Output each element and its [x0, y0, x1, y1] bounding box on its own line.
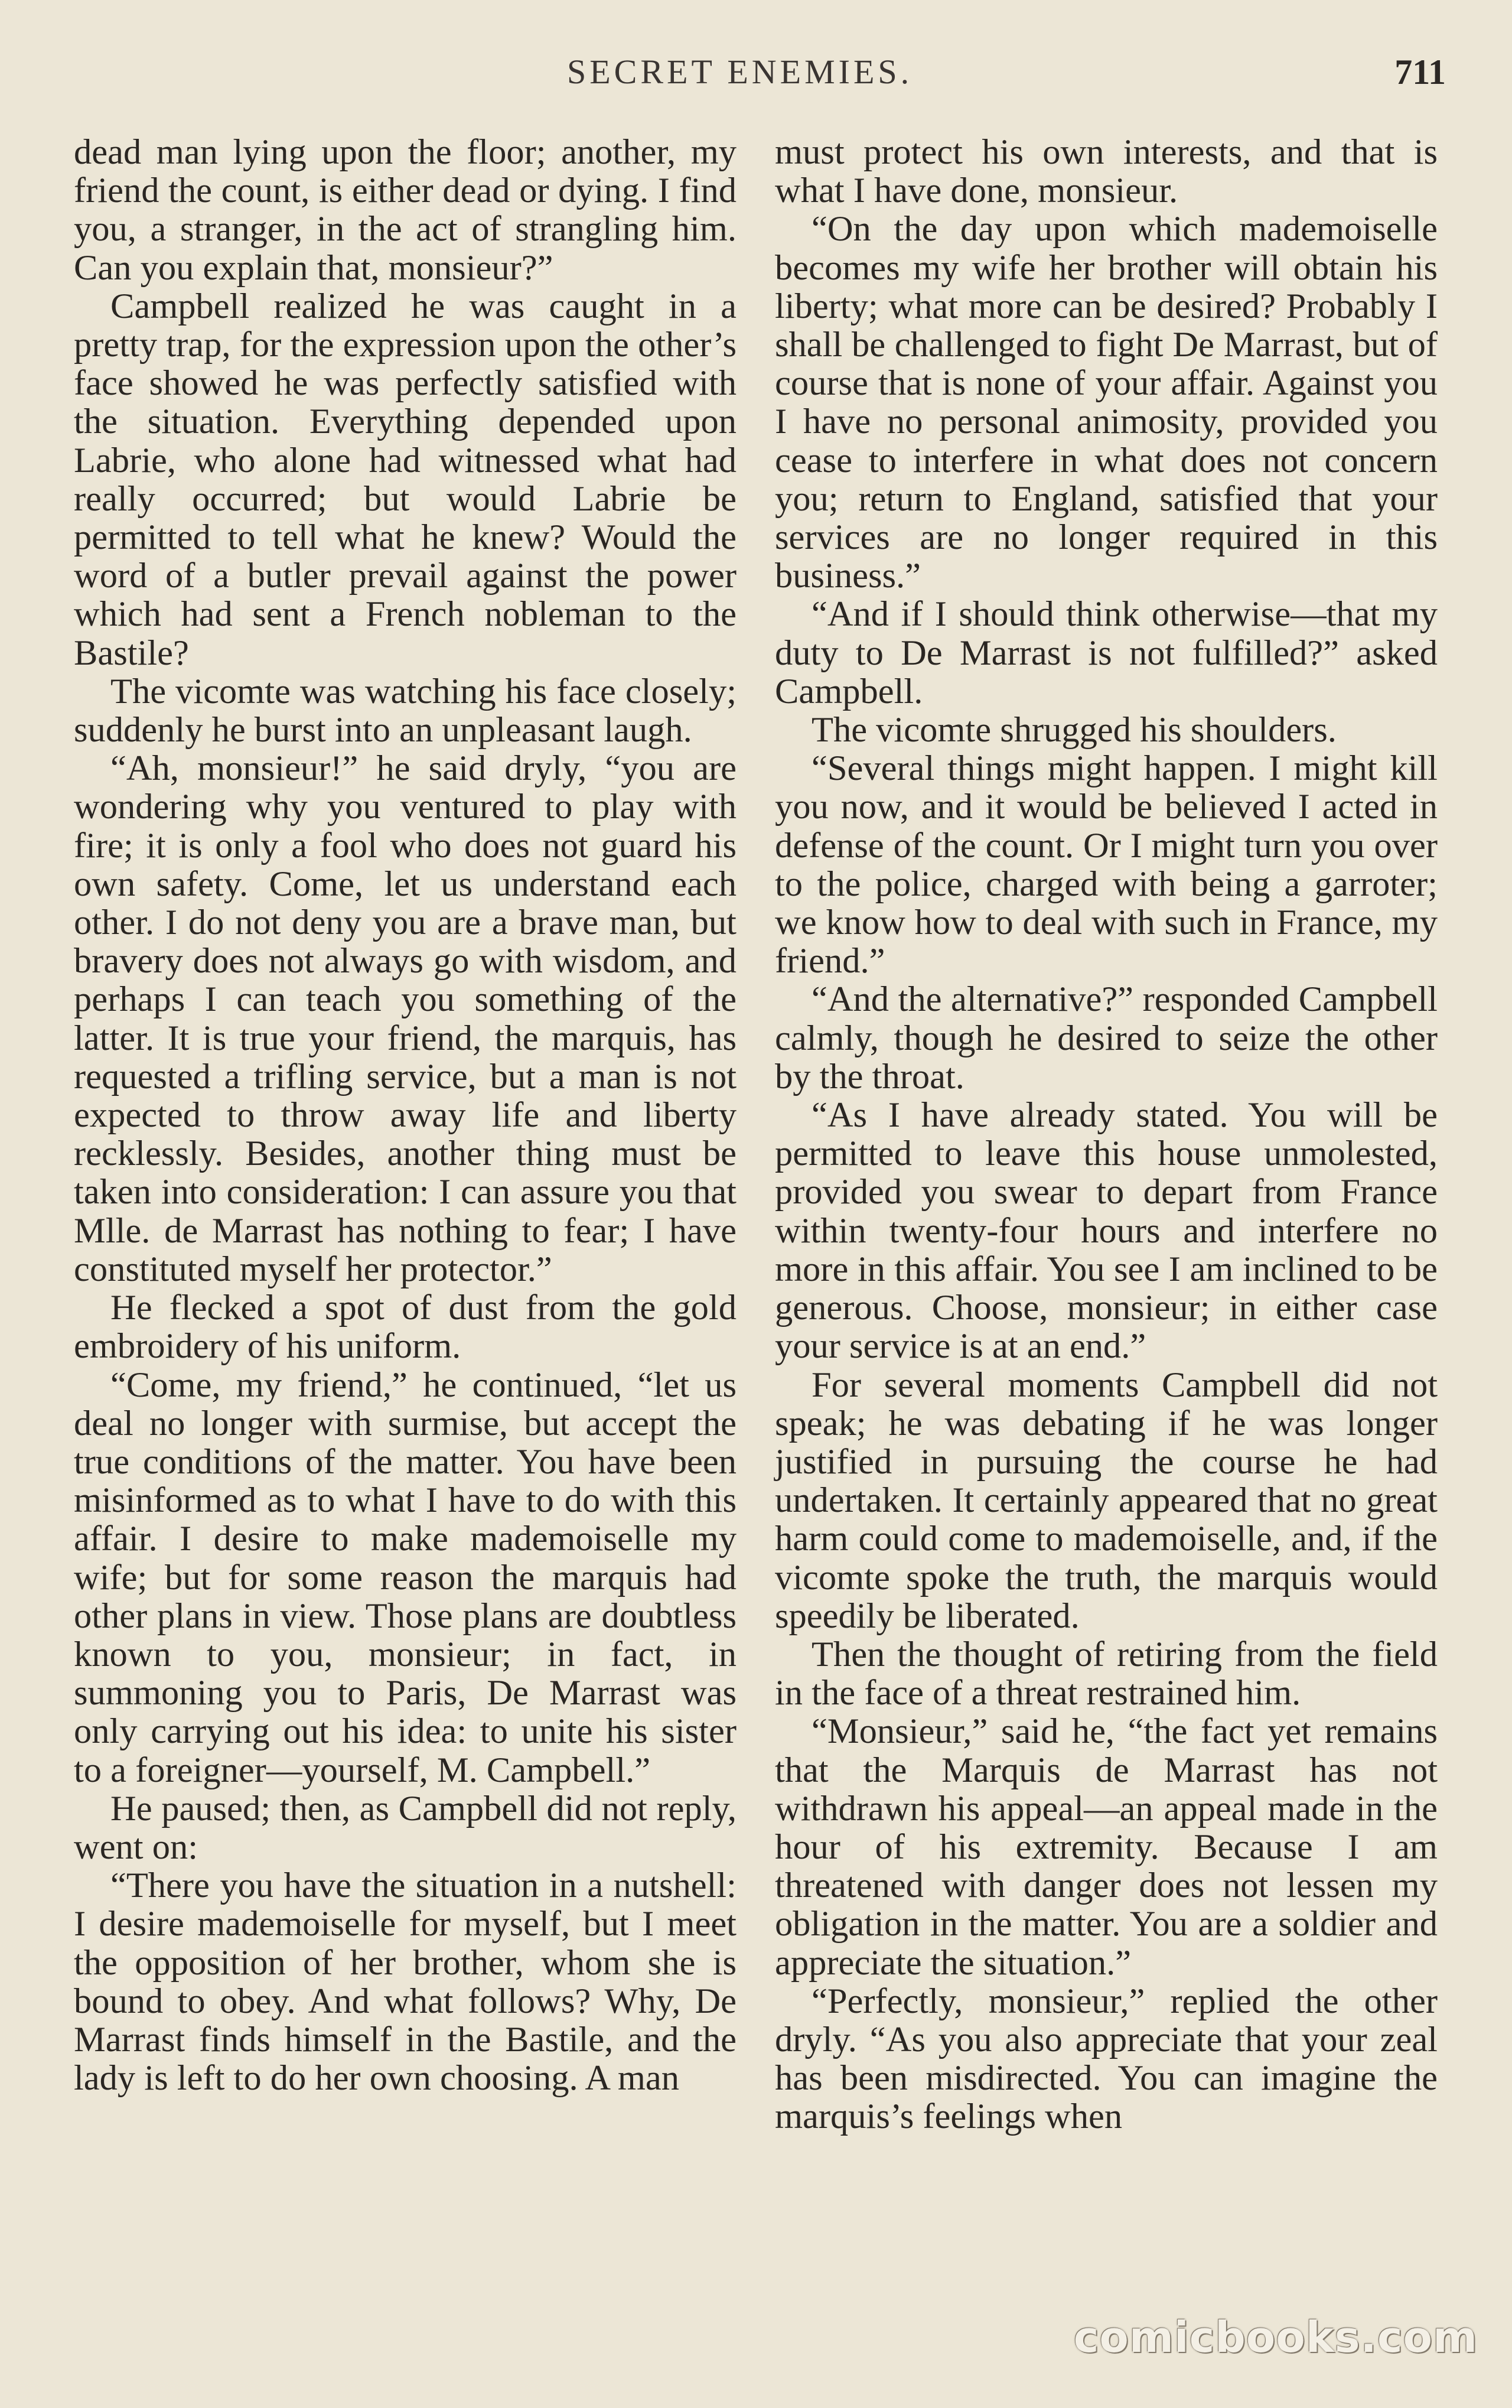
right-text-column [775, 133, 1438, 2136]
paragraph: Campbell realized he was caught in a pretty trap, for the expression upon the other’s face showed he was perfectly satisfied with the situation. Everything depended upon Labrie, who alone had witnessed what had really occurred; but would Labrie be permitted to tell what he knew? Would the word of a butler prevail against the power which had sent a French nobleman to the Bastile? [74, 286, 737, 673]
paragraph: He paused; then, as Campbell did not reply, went on: [74, 1788, 737, 1867]
page-number: 711 [1394, 53, 1446, 92]
page-header [0, 52, 1512, 105]
paragraph: For several moments Campbell did not speak; he was debating if he was longer justified in pursuing the course he had undertaken. It certainly appeared that no great harm could come to mademoiselle, and, if the vicomte spoke the truth, the marquis would speedily be liberated. [775, 1365, 1438, 1636]
paragraph: “And if I should think otherwise—that my duty to De Marrast is not fulfilled?” asked Campbell. [775, 594, 1438, 711]
paragraph: “Several things might happen. I might kill you now, and it would be believed I acted in defense of the count. Or I might turn you over to the police, charged with being a garroter; we know how to deal with such in France, my friend.” [775, 749, 1438, 981]
paragraph: “Come, my friend,” he continued, “let us deal no longer with surmise, but accept the true conditions of the matter. You have been misinformed as to what I have to do with this affair. I desire to make mademoiselle my wife; but for some reason the marquis had other plans in view. Those plans are doubtless known to you, monsieur; in fact, in summoning you to Paris, De Marrast was only carrying out his idea: to unite his sister to a foreigner—yourself, M. Campbell.” [74, 1365, 737, 1790]
paragraph: “There you have the situation in a nutshell: I desire mademoiselle for myself, but I meet the opposition of her brother, whom she is bound to obey. And what follows? Why, De Marrast finds himself in the Bastile, and the lady is left to do her own choosing. A man [74, 1866, 737, 2098]
paragraph: dead man lying upon the floor; another, my friend the count, is either dead or dying. I find you, a stranger, in the act of strangling him. Can you explain that, monsieur?” [74, 132, 737, 288]
paragraph: “Monsieur,” said he, “the fact yet remains that the Marquis de Marrast has not withdrawn his appeal—an appeal made in the hour of his extremity. Because I am threatened with danger does not lessen my obligation in the matter. You are a soldier and appreciate the situation.” [775, 1711, 1438, 1983]
paragraph: Then the thought of retiring from the field in the face of a threat restrained him. [775, 1634, 1438, 1713]
paragraph: “As I have already stated. You will be permitted to leave this house unmolested, provided you swear to depart from France within twenty-four hours and interfere no more in this affair. You see I am inclined to be generous. Choose, monsieur; in either case your service is at an end.” [775, 1095, 1438, 1366]
paragraph: “On the day upon which mademoiselle becomes my wife her brother will obtain his liberty; what more can be desired? Probably I shall be challenged to fight De Marrast, but of course that is none of your affair. Against you I have no personal animosity, provided you cease to interfere in what does not concern you; return to England, satisfied that your services are no longer required in this business.” [775, 209, 1438, 596]
paragraph: He flecked a spot of dust from the gold embroidery of his uniform. [74, 1288, 737, 1366]
left-text-column [74, 133, 737, 2097]
paragraph: “And the alternative?” responded Campbell calmly, though he desired to seize the other by the throat. [775, 980, 1438, 1096]
paragraph: The vicomte was watching his face closely; suddenly he burst into an unpleasant laugh. [74, 671, 737, 750]
paragraph: “Ah, monsieur!” he said dryly, “you are wondering why you ventured to play with fire; it is only a fool who does not guard his own safety. Come, let us understand each other. I do not deny you are a brave man, but bravery does not always go with wisdom, and perhaps I can teach you something of the latter. It is true your friend, the marquis, has requested a trifling service, but a man is not expected to throw away life and liberty recklessly. Besides, another thing must be taken into consideration: I can assure you that Mlle. de Marrast has nothing to fear; I have constituted myself her protector.” [74, 749, 737, 1289]
watermark: comicbooks.com [1073, 2312, 1478, 2362]
paragraph: “Perfectly, monsieur,” replied the other dryly. “As you also appreciate that your zeal has been misdirected. You can imagine the marquis’s feelings when [775, 1981, 1438, 2137]
paragraph: must protect his own interests, and that is what I have done, monsieur. [775, 132, 1438, 211]
paragraph: The vicomte shrugged his shoulders. [812, 710, 1337, 750]
running-title: SECRET ENEMIES. [567, 53, 913, 91]
